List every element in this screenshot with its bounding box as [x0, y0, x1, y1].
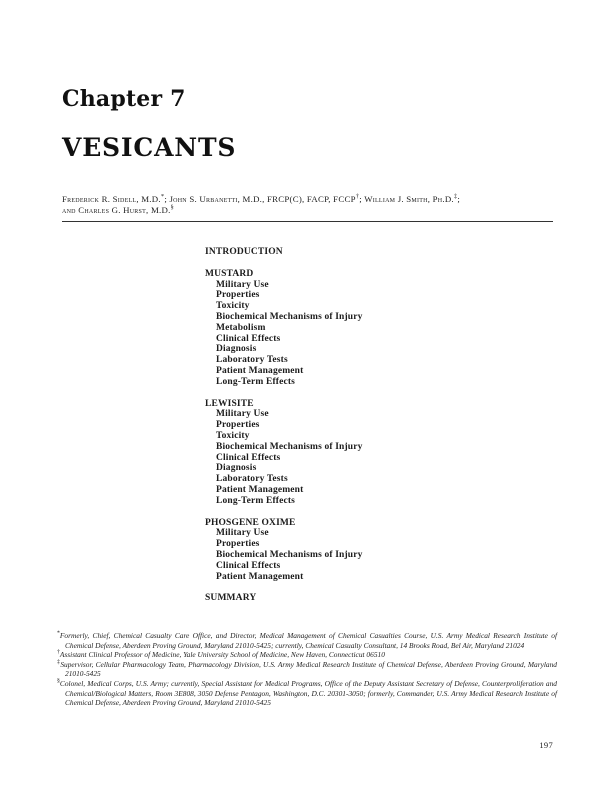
toc-item: Clinical Effects — [216, 560, 281, 571]
footnote-marker-double-dagger: ‡ — [57, 659, 61, 666]
toc-item: Laboratory Tests — [216, 355, 288, 366]
toc-item: Clinical Effects — [216, 333, 281, 344]
footnote-double-dagger — [57, 660, 557, 679]
toc-item: Diagnosis — [216, 463, 257, 474]
footnote-marker-section: § — [170, 203, 175, 211]
author-3: William J. Smith, Ph.D. — [364, 194, 454, 204]
footnote-marker-asterisk: * — [57, 630, 60, 637]
author-2: John S. Urbanetti, M.D., FRCP(C), FACP, FCCP — [169, 194, 356, 204]
toc-item: Biochemical Mechanisms of Injury — [216, 311, 363, 322]
toc-item: Biochemical Mechanisms of Injury — [216, 549, 363, 560]
footnotes-block — [57, 631, 557, 708]
toc-item: Laboratory Tests — [216, 474, 288, 485]
toc-heading-introduction: INTRODUCTION — [205, 247, 283, 257]
toc-section-introduction — [205, 247, 485, 258]
footnote-section — [57, 679, 557, 708]
footnote-marker-dagger: † — [355, 193, 360, 201]
chapter-outline — [205, 247, 485, 604]
footnote-marker-dagger: † — [57, 649, 60, 656]
toc-item: Patient Management — [216, 571, 304, 582]
toc-heading-lewisite: LEWISITE — [205, 398, 254, 409]
chapter-number-label: Chapter 7 — [62, 86, 186, 112]
toc-section-lewisite — [205, 399, 485, 507]
toc-item: Military Use — [216, 409, 269, 420]
toc-heading-mustard: MUSTARD — [205, 268, 254, 279]
footnote-text: Colonel, Medical Corps, U.S. Army; currently, Special Assistant for Medical Programs, Office of the Deputy Assistant Secretary of Defense, Counterproliferation and Chemical/Biological Matters, Room 3E808, 3050 Defense Pentagon, Washington, D.C. 20301-3050; formerly, Commander, U.S. Army Medical Research Institute of Chemical Defense, Aberdeen Proving Ground, Maryland 21010-5425 — [59, 678, 557, 708]
footnote-dagger — [57, 650, 557, 660]
toc-item: Military Use — [216, 528, 269, 539]
toc-item: Military Use — [216, 279, 269, 290]
toc-section-summary — [205, 593, 485, 604]
toc-item: Long-Term Effects — [216, 376, 295, 387]
toc-item: Biochemical Mechanisms of Injury — [216, 441, 363, 452]
author-separator: ; — [359, 194, 365, 204]
author-separator: ; — [457, 194, 461, 204]
footnote-text: Assistant Clinical Professor of Medicine, Yale University School of Medicine, New Haven, Connecticut 06510 — [59, 650, 385, 660]
toc-section-phosgene-oxime — [205, 518, 485, 583]
toc-item: Toxicity — [216, 430, 250, 441]
footnote-marker-double-dagger: ‡ — [453, 193, 458, 201]
toc-item: Clinical Effects — [216, 452, 281, 463]
footnote-text: Formerly, Chief, Chemical Casualty Care Office, and Director, Medical Management of Chemical Casualties Course, U.S. Army Medical Research Institute of Chemical Defense, Aberdeen Proving Ground, Maryland 21010-5425; currently, Chemical Casualty Consultant, 14 Brooks Road, Bel Air, Maryland 21024 — [59, 631, 557, 650]
toc-item: Patient Management — [216, 484, 304, 495]
page-number: 197 — [539, 740, 553, 750]
footnote-marker-section: § — [57, 678, 60, 685]
toc-item: Properties — [216, 290, 260, 301]
byline-divider-rule — [62, 221, 553, 222]
chapter-title: VESICANTS — [62, 133, 237, 162]
toc-item: Properties — [216, 539, 260, 550]
toc-item: Diagnosis — [216, 344, 257, 355]
toc-heading-phosgene-oxime: PHOSGENE OXIME — [205, 517, 296, 528]
author-byline — [62, 194, 554, 215]
footnote-text: Supervisor, Cellular Pharmacology Team, Pharmacology Division, U.S. Army Medical Research Institute of Chemical Defense, Aberdeen Proving Ground, Maryland 21010-5425 — [60, 659, 557, 679]
author-separator: ; — [164, 194, 170, 204]
toc-heading-summary: SUMMARY — [205, 593, 257, 604]
toc-item: Properties — [216, 420, 260, 431]
footnote-marker-asterisk: * — [160, 193, 165, 201]
toc-item: Patient Management — [216, 365, 304, 376]
toc-item: Metabolism — [216, 322, 266, 333]
toc-section-mustard — [205, 269, 485, 388]
toc-item: Long-Term Effects — [216, 495, 295, 506]
toc-item: Toxicity — [216, 301, 250, 312]
author-1: Frederick R. Sidell, M.D. — [62, 194, 161, 204]
author-4: and Charles G. Hurst, M.D. — [62, 204, 171, 215]
footnote-asterisk — [57, 631, 557, 650]
